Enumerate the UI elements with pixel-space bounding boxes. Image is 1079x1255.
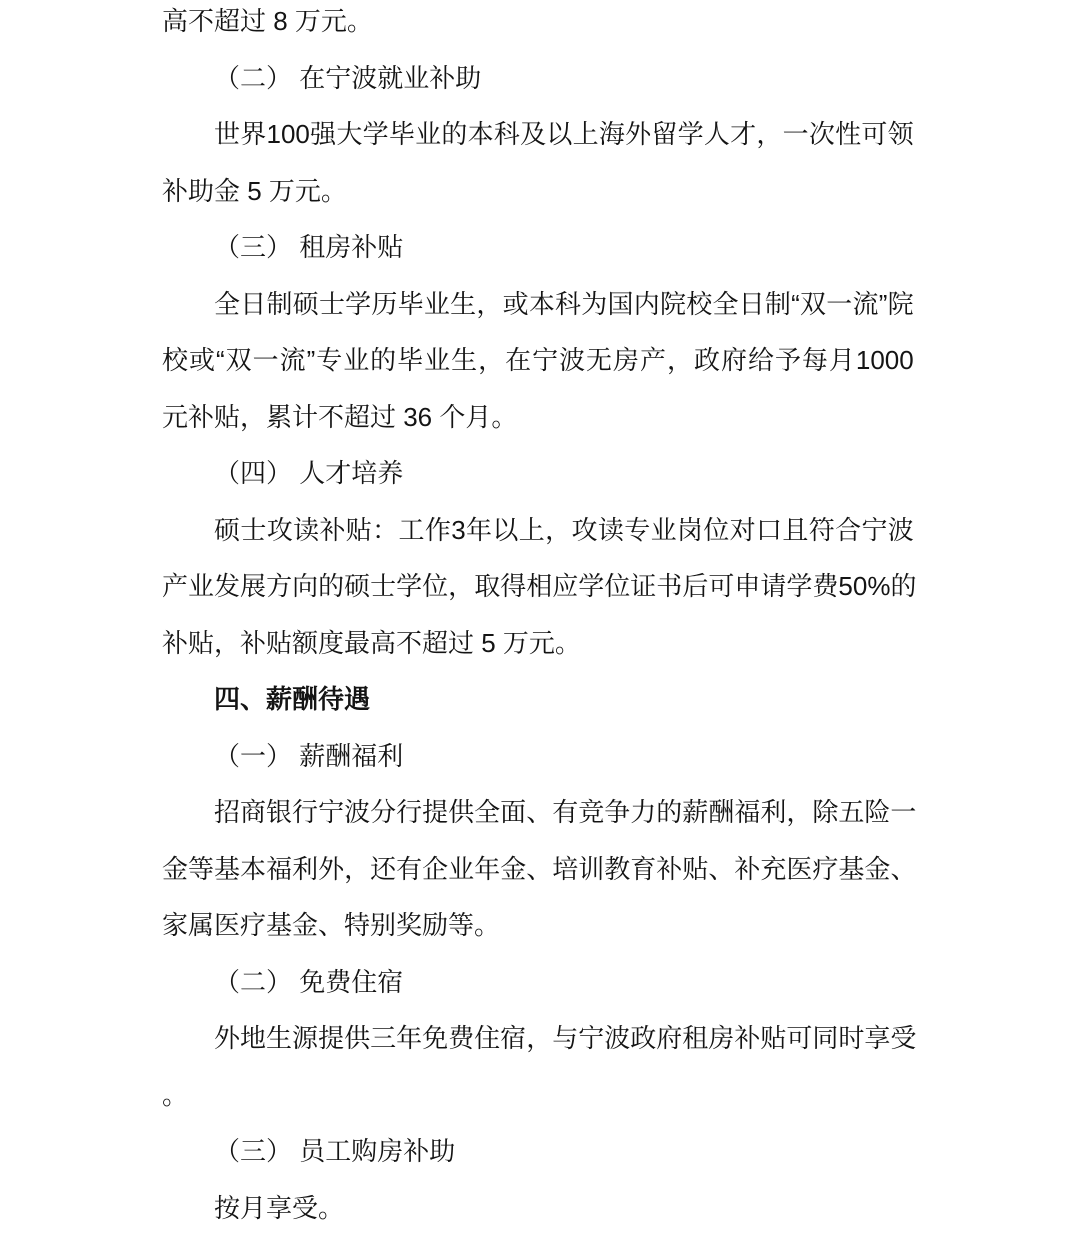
text-token: 五 [838, 797, 865, 827]
text-token: 有 [552, 797, 579, 827]
text-token: 无 [586, 345, 613, 375]
text-token: 毕 [397, 345, 424, 375]
text-token: 制 [764, 288, 791, 319]
text-token: 商 [240, 797, 267, 827]
text-token: 面 [500, 797, 527, 827]
text-token: 50% [838, 571, 891, 601]
text-token: ， [545, 514, 572, 545]
text-token: 双 [800, 288, 827, 319]
text-token: 流 [279, 345, 306, 375]
text-token: 业 [415, 119, 442, 149]
text-token: 世 [214, 119, 241, 149]
text-line [162, 502, 914, 559]
text-token: 政 [630, 1023, 657, 1053]
text-token: 受 [890, 1023, 917, 1053]
text-token: 住 [474, 1023, 501, 1053]
text-line: 补助金 5 万元。 [162, 175, 347, 206]
text-token: 予 [774, 345, 801, 375]
text-token: 年 [396, 1023, 423, 1053]
text-token: 流 [852, 288, 879, 319]
text-token: 领 [887, 119, 914, 149]
text-token: 全 [474, 797, 501, 827]
text-token: 补 [319, 514, 346, 545]
text-token: ， [476, 288, 503, 319]
text-token: 位 [604, 571, 631, 601]
text-token: 的 [318, 571, 345, 601]
text-token: 海 [598, 119, 625, 149]
text-token: 日 [240, 288, 267, 319]
text-token: 双 [225, 345, 252, 375]
text-line: （一） 薪酬福利 [214, 740, 404, 771]
text-token: 供 [344, 1023, 371, 1053]
text-token: 科 [555, 288, 582, 319]
text-token: 一 [826, 288, 853, 319]
text-token: 外 [214, 1023, 241, 1053]
text-token: ： [372, 514, 399, 545]
text-token: 产 [640, 345, 667, 375]
text-token: 生 [451, 345, 478, 375]
text-line [162, 106, 914, 163]
text-token: 行 [396, 797, 423, 827]
text-line [162, 276, 914, 333]
text-token: 日 [738, 288, 765, 319]
text-token: ， [786, 797, 813, 827]
text-token: 租 [682, 1023, 709, 1053]
text-token: 大 [336, 119, 363, 149]
text-token: ， [667, 345, 694, 375]
text-token: 产 [162, 571, 189, 601]
text-token: 证 [630, 571, 657, 601]
text-token: 提 [318, 1023, 345, 1053]
text-token: 强 [310, 119, 337, 149]
text-token: 内 [633, 288, 660, 319]
text-token: 给 [747, 345, 774, 375]
text-token: 书 [656, 571, 683, 601]
text-token: 上 [518, 514, 545, 545]
text-token: 可 [786, 1023, 813, 1053]
text-token: 三 [370, 1023, 397, 1053]
text-token: 补 [656, 853, 683, 884]
text-token: ， [478, 345, 505, 375]
text-token: 院 [659, 288, 686, 319]
text-token: 本 [528, 288, 555, 319]
text-token: 年 [466, 514, 493, 545]
text-token: 学 [677, 119, 704, 149]
text-token: 基 [214, 853, 241, 884]
text-token: ， [448, 571, 475, 601]
text-token: 业 [424, 345, 451, 375]
text-token: 争 [604, 797, 631, 827]
text-token: 士 [318, 288, 345, 319]
text-token: 全 [712, 288, 739, 319]
text-token: 请 [760, 571, 787, 601]
text-token: 一 [782, 119, 809, 149]
text-token: 攻 [571, 514, 598, 545]
text-token: 银 [266, 797, 293, 827]
text-token: 同 [812, 1023, 839, 1053]
text-token: 国 [607, 288, 634, 319]
text-token: 宁 [861, 514, 888, 545]
text-token: 硕 [344, 571, 371, 601]
text-token: 3 [451, 514, 466, 545]
text-token: 以 [546, 119, 573, 149]
text-token: 相 [526, 571, 553, 601]
text-token: 读 [597, 514, 624, 545]
text-token: 才 [730, 119, 757, 149]
text-line [162, 1010, 917, 1067]
text-token: 全 [214, 288, 241, 319]
text-token: ， [756, 119, 783, 149]
text-token: 作 [424, 514, 451, 545]
text-token: 年 [474, 853, 501, 884]
text-token: 申 [734, 571, 761, 601]
text-token: 制 [266, 288, 293, 319]
text-token: 读 [293, 514, 320, 545]
text-token: 房 [613, 345, 640, 375]
text-token: 每 [801, 345, 828, 375]
text-token: 展 [240, 571, 267, 601]
text-token: 应 [552, 571, 579, 601]
text-token: 补 [734, 853, 761, 884]
text-token: 士 [370, 571, 397, 601]
text-line [162, 558, 917, 615]
text-token: 学 [396, 571, 423, 601]
text-token: 波 [604, 1023, 631, 1053]
text-token: 取 [474, 571, 501, 601]
text-token: 或 [502, 288, 529, 319]
text-token: 校 [162, 345, 189, 375]
text-token: 业 [448, 853, 475, 884]
text-token: 院 [887, 288, 914, 319]
text-line: 高不超过 8 万元。 [162, 6, 373, 36]
text-token: 硕 [292, 288, 319, 319]
text-token: 上 [572, 119, 599, 149]
text-token: 毕 [388, 119, 415, 149]
text-token: 房 [708, 1023, 735, 1053]
text-token: 专 [624, 514, 651, 545]
text-line: 按月享受。 [214, 1192, 345, 1223]
text-token: 的 [890, 571, 917, 601]
text-token: 波 [887, 514, 914, 545]
text-token: 的 [370, 345, 397, 375]
text-token: 及 [520, 119, 547, 149]
text-token: 硕 [214, 514, 241, 545]
text-token: 府 [720, 345, 747, 375]
text-token: “ [215, 345, 225, 375]
text-token: 宁 [318, 797, 345, 827]
text-token: 金 [864, 853, 891, 884]
text-token: 时 [838, 1023, 865, 1053]
text-token: 波 [344, 797, 371, 827]
text-token: 医 [786, 853, 813, 884]
text-token: 科 [493, 119, 520, 149]
text-line [162, 332, 914, 389]
text-token: 贴 [345, 514, 372, 545]
text-token: 合 [835, 514, 862, 545]
text-token: 免 [422, 1023, 449, 1053]
text-token: 分 [370, 797, 397, 827]
text-token: 毕 [397, 288, 424, 319]
text-token: 1000 [855, 345, 914, 375]
text-token: 还 [370, 853, 397, 884]
text-token: 在 [505, 345, 532, 375]
text-token: 、 [526, 853, 553, 884]
text-token: 力 [630, 797, 657, 827]
text-token: 教 [604, 853, 631, 884]
text-token: 府 [656, 1023, 683, 1053]
text-token: 地 [240, 1023, 267, 1053]
text-token: 学 [345, 288, 372, 319]
text-token: 本 [240, 853, 267, 884]
text-token: 后 [682, 571, 709, 601]
text-token: 100 [266, 119, 310, 149]
text-token: 或 [188, 345, 215, 375]
text-token: 竞 [578, 797, 605, 827]
text-token: 业 [188, 571, 215, 601]
text-token: 基 [838, 853, 865, 884]
text-token: ” [306, 345, 316, 375]
text-token: 贴 [682, 853, 709, 884]
text-token: 生 [266, 1023, 293, 1053]
text-token: 业 [423, 288, 450, 319]
text-token: 攻 [266, 514, 293, 545]
text-token: 一 [252, 345, 279, 375]
text-token: 次 [808, 119, 835, 149]
text-token: 育 [630, 853, 657, 884]
text-token: 口 [756, 514, 783, 545]
text-token: 训 [578, 853, 605, 884]
text-token: 可 [708, 571, 735, 601]
text-token: 等 [188, 853, 215, 884]
text-token: 发 [214, 571, 241, 601]
text-token: 提 [422, 797, 449, 827]
text-token: 有 [396, 853, 423, 884]
text-line: 家属医疗基金、特别奖励等。 [162, 910, 501, 940]
text-token: 得 [500, 571, 527, 601]
text-token: 性 [835, 119, 862, 149]
text-token: 可 [861, 119, 888, 149]
text-token: ， [526, 1023, 553, 1053]
text-token: 、 [708, 853, 735, 884]
text-token: 疗 [812, 853, 839, 884]
text-token: 、 [890, 853, 917, 884]
text-token: 符 [808, 514, 835, 545]
text-token: 宁 [532, 345, 559, 375]
text-token: 利 [760, 797, 787, 827]
text-line: 四、薪酬待遇 [214, 684, 371, 714]
text-token: 培 [552, 853, 579, 884]
text-token: 岗 [676, 514, 703, 545]
text-token: 学 [786, 571, 813, 601]
text-token: 的 [441, 119, 468, 149]
text-token: 本 [467, 119, 494, 149]
text-token: 外 [318, 853, 345, 884]
text-token: 供 [448, 797, 475, 827]
text-token: 费 [448, 1023, 475, 1053]
text-token: 费 [812, 571, 839, 601]
text-token: 向 [292, 571, 319, 601]
text-token: 外 [625, 119, 652, 149]
text-line: （二） 在宁波就业补助 [214, 62, 482, 93]
text-line: （二） 免费住宿 [214, 966, 404, 997]
text-token: 学 [578, 571, 605, 601]
text-line: 。 [162, 1079, 189, 1110]
text-token: 人 [703, 119, 730, 149]
text-token: “ [791, 288, 800, 319]
text-token: 且 [782, 514, 809, 545]
text-line [162, 784, 917, 841]
text-token: 企 [422, 853, 449, 884]
text-token: 贴 [760, 1023, 787, 1053]
text-token: 以 [492, 514, 519, 545]
text-token: 业 [650, 514, 677, 545]
text-token: 酬 [708, 797, 735, 827]
text-token: 为 [581, 288, 608, 319]
text-token: 招 [214, 797, 241, 827]
text-line: 元补贴，累计不超过 36 个月。 [162, 401, 518, 432]
text-token: 金 [162, 853, 189, 884]
text-token: 利 [292, 853, 319, 884]
text-token: 留 [651, 119, 678, 149]
text-token: 位 [703, 514, 730, 545]
text-token: 校 [686, 288, 713, 319]
text-token: 波 [559, 345, 586, 375]
text-token: 补 [734, 1023, 761, 1053]
text-token: 生 [450, 288, 477, 319]
text-line [162, 841, 917, 898]
text-token: 福 [734, 797, 761, 827]
text-token: 工 [398, 514, 425, 545]
text-token: 位 [422, 571, 449, 601]
text-token: 专 [316, 345, 343, 375]
document-text-block [162, 0, 917, 1236]
text-token: 的 [656, 797, 683, 827]
text-token: 险 [864, 797, 891, 827]
text-token: 行 [292, 797, 319, 827]
text-token: 享 [864, 1023, 891, 1053]
text-token: ， [344, 853, 371, 884]
text-line: 补贴，补贴额度最高不超过 5 万元。 [162, 627, 581, 658]
text-token: 士 [240, 514, 267, 545]
text-token: 对 [729, 514, 756, 545]
text-token: 宁 [578, 1023, 605, 1053]
text-token: 一 [890, 797, 917, 827]
text-token: 薪 [682, 797, 709, 827]
text-token: 福 [266, 853, 293, 884]
text-token: 、 [526, 797, 553, 827]
text-token: 历 [371, 288, 398, 319]
text-token: 界 [240, 119, 267, 149]
text-token: ” [878, 288, 888, 319]
text-token: 月 [828, 345, 855, 375]
text-line: （四） 人才培养 [214, 458, 404, 488]
text-line: （三） 租房补贴 [214, 232, 404, 262]
text-token: 金 [500, 853, 527, 884]
text-token: 业 [343, 345, 370, 375]
text-token: 宿 [500, 1023, 527, 1053]
text-token: 源 [292, 1023, 319, 1053]
text-token: 充 [760, 853, 787, 884]
text-token: 除 [812, 797, 839, 827]
text-token: 方 [266, 571, 293, 601]
text-token: 政 [693, 345, 720, 375]
text-line: （三） 员工购房补助 [214, 1136, 456, 1166]
text-token: 与 [552, 1023, 579, 1053]
text-token: 学 [362, 119, 389, 149]
